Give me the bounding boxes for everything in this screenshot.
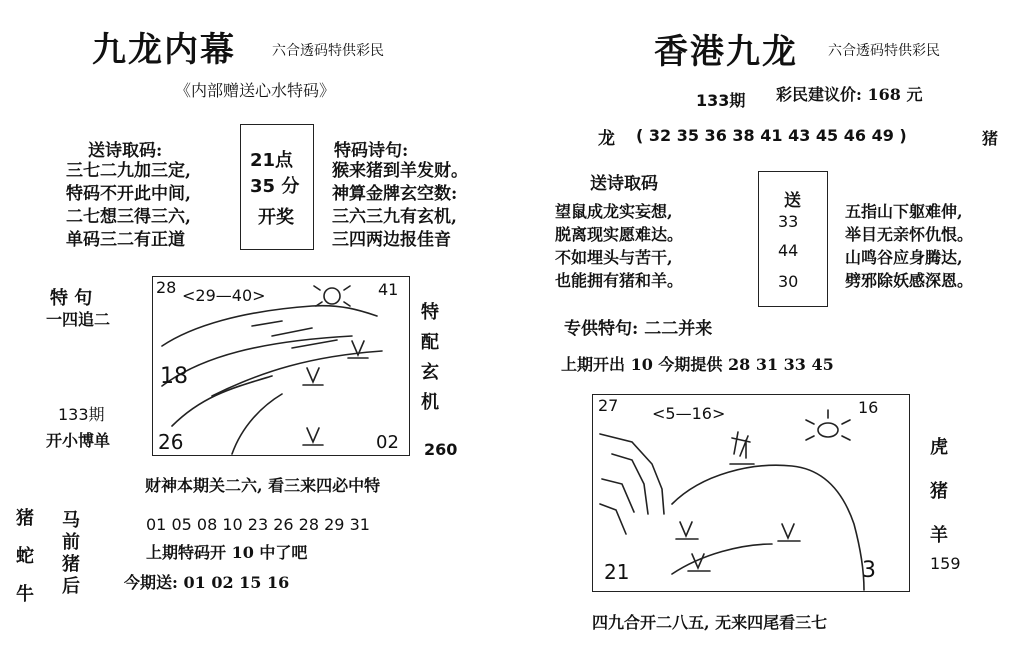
vertical-char: 配 bbox=[421, 332, 439, 353]
right-sketch-bl: 21 bbox=[604, 560, 630, 584]
right-title: 香港九龙 bbox=[654, 32, 798, 72]
left-poem-line: 三七二九加三定, bbox=[66, 161, 191, 181]
xiao-bo: 开小博单 bbox=[46, 431, 111, 450]
zodiac-col-1 bbox=[12, 500, 38, 614]
right-sketch-range: <5—16> bbox=[652, 404, 726, 423]
left-poem bbox=[66, 160, 191, 252]
left-numbers-line: 01 05 08 10 23 26 28 29 31 bbox=[146, 515, 370, 534]
left-bracket-note: 《内部赠送心水特码》 bbox=[175, 81, 336, 100]
right-subtitle: 六合透码特供彩民 bbox=[828, 43, 940, 59]
tema-heading: 特码诗句: bbox=[334, 141, 409, 161]
tema-line: 三六三九有玄机, bbox=[332, 207, 457, 227]
caishen-line: 财神本期关二六, 看三来四必中特 bbox=[145, 476, 381, 495]
right-poem-line: 望鼠成龙实妄想, bbox=[555, 202, 673, 221]
left-sketch-ml: 18 bbox=[160, 364, 188, 389]
right-zodiac-vertical bbox=[926, 426, 952, 558]
left-sketch-br: 02 bbox=[376, 432, 399, 453]
right-number-159: 159 bbox=[930, 554, 961, 573]
left-poem-line: 单码三二有正道 bbox=[66, 230, 185, 250]
draw-time-hour: 21点 bbox=[250, 150, 294, 171]
zodiac-char: 马 bbox=[62, 510, 80, 531]
left-subtitle: 六合透码特供彩民 bbox=[272, 43, 384, 59]
vertical-char: 特 bbox=[421, 302, 439, 323]
right-price: 彩民建议价: 168 元 bbox=[776, 85, 923, 104]
left-poem-line: 二七想三得三六, bbox=[66, 207, 191, 227]
send-box-number: 44 bbox=[778, 241, 799, 260]
draw-time-label: 开奖 bbox=[258, 207, 294, 228]
left-sketch-tr: 41 bbox=[378, 280, 399, 299]
zodiac-char: 后 bbox=[62, 576, 80, 597]
right-sketch-tr: 16 bbox=[858, 398, 879, 417]
zodiac-char: 虎 bbox=[930, 437, 948, 458]
right-poem-line: 劈邪除妖感深恩。 bbox=[845, 271, 974, 290]
left-title: 九龙内幕 bbox=[92, 30, 236, 70]
send-box-number: 30 bbox=[778, 272, 799, 291]
dragon-end: 猪 bbox=[982, 129, 999, 148]
left-vertical-text bbox=[418, 298, 442, 418]
left-sketch-bl: 26 bbox=[158, 430, 184, 454]
left-poem-line: 特码不开此中间, bbox=[66, 184, 191, 204]
zodiac-char: 猪 bbox=[62, 554, 80, 575]
send-box-label: 送 bbox=[784, 191, 801, 211]
zodiac-char: 猪 bbox=[930, 481, 948, 502]
special-sentence: 专供特句: 二二并来 bbox=[564, 319, 713, 339]
send-box-number: 33 bbox=[778, 212, 799, 231]
tema-poem bbox=[332, 160, 468, 252]
left-poem-heading: 送诗取码: bbox=[88, 141, 163, 161]
zodiac-char: 前 bbox=[62, 532, 80, 553]
zodiac-col-2 bbox=[58, 510, 84, 598]
tema-line: 猴来猪到羊发财。 bbox=[332, 161, 468, 181]
dragon-label: 龙 bbox=[598, 129, 615, 149]
tema-line: 神算金牌玄空数: bbox=[332, 184, 458, 204]
right-poem-left bbox=[555, 200, 683, 292]
zodiac-char: 猪 bbox=[16, 508, 34, 529]
zodiac-char: 羊 bbox=[930, 525, 948, 546]
right-poem-line: 也能拥有猪和羊。 bbox=[555, 271, 684, 290]
right-poem-line: 山鸣谷应身腾达, bbox=[845, 248, 963, 267]
vertical-char: 玄 bbox=[421, 362, 439, 383]
right-last-issue-line: 上期开出 10 今期提供 28 31 33 45 bbox=[561, 355, 834, 374]
right-poem-line: 不如埋头与苦干, bbox=[555, 248, 673, 267]
right-bottom-line: 四九合开二八五, 无来四尾看三七 bbox=[592, 613, 828, 632]
teju-value: 一四追二 bbox=[46, 310, 111, 329]
right-poem-line: 五指山下躯难伸, bbox=[845, 202, 963, 221]
left-sketch-tl: 28 bbox=[156, 278, 177, 297]
teju-label: 特 句 bbox=[50, 288, 93, 309]
zodiac-char: 蛇 bbox=[16, 546, 34, 567]
zodiac-char: 牛 bbox=[16, 584, 34, 605]
right-sketch-br: 3 bbox=[862, 558, 876, 583]
right-issue: 133期 bbox=[696, 91, 746, 110]
right-poem-right bbox=[845, 200, 973, 292]
right-poem-line: 脱离现实愿难达。 bbox=[555, 225, 684, 244]
left-sketch-range: <29—40> bbox=[182, 286, 266, 305]
draw-time-minute: 35 分 bbox=[250, 176, 300, 197]
left-this-issue: 今期送: 01 02 15 16 bbox=[124, 573, 290, 592]
left-number-260: 260 bbox=[424, 440, 458, 459]
tema-line: 三四两边报佳音 bbox=[332, 230, 451, 250]
left-last-issue: 上期特码开 10 中了吧 bbox=[146, 543, 308, 562]
right-sketch-tl: 27 bbox=[598, 396, 619, 415]
vertical-char: 机 bbox=[421, 392, 439, 413]
right-poem-line: 举目无亲怀仇恨。 bbox=[845, 225, 974, 244]
left-issue: 133期 bbox=[58, 405, 105, 424]
right-poem-heading: 送诗取码 bbox=[590, 174, 658, 194]
dragon-numbers: ( 32 35 36 38 41 43 45 46 49 ) bbox=[636, 126, 907, 145]
